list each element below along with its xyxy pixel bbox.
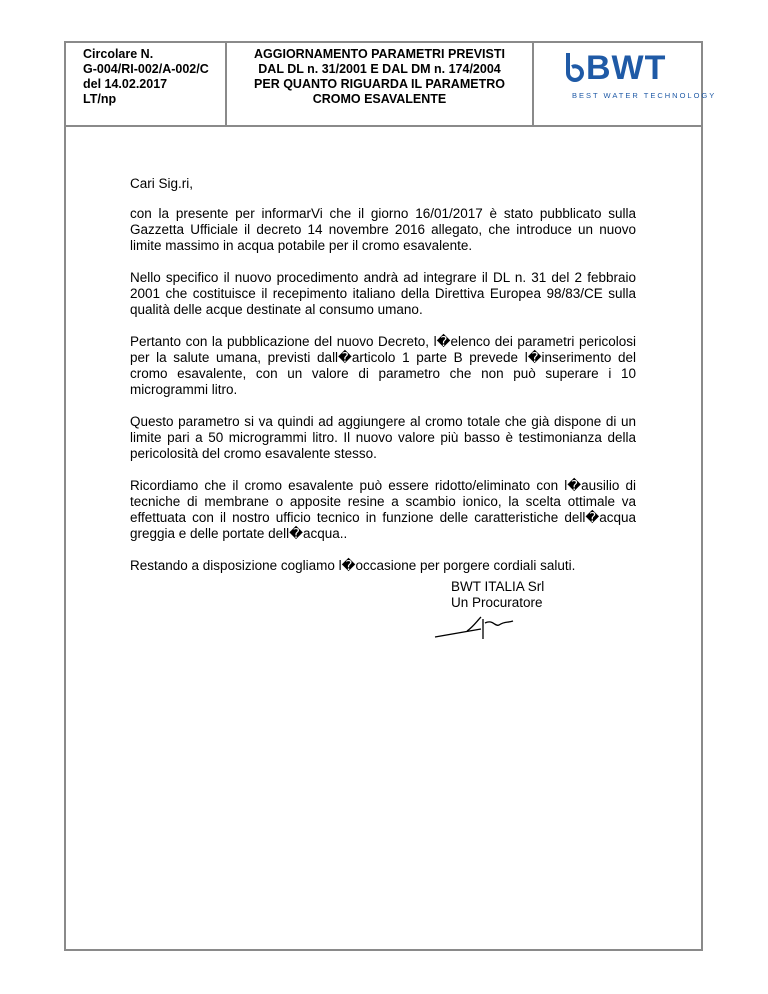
paragraph: Restando a disposizione cogliamo l�occasione per porgere cordiali saluti. [130,558,576,573]
letter-body [130,176,636,590]
ref-line: LT/np [83,92,117,106]
paragraph: Ricordiamo che il cromo esavalente può essere ridotto/eliminato con l�ausilio di tecniche di membrane o apposite resine a scambio ionico, la scelta ottimale va effettuata con il nostro ufficio tecnico in funzione delle caratteristiche dell�acqua greggia e delle portate dell�acqua.. [130,478,636,541]
letter-header [66,43,717,127]
circular-title [227,43,534,125]
paragraph: Nello specifico il nuovo procedimento andrà ad integrare il DL n. 31 del 2 febbraio 2001 che costituisce il recepimento italiano della Direttiva Europea 98/83/CE sulla qualità delle acque destinate al consumo umano. [130,270,636,317]
water-drop-icon [564,51,586,85]
signature-company: BWT ITALIA Srl [451,579,545,594]
circular-reference [66,43,227,125]
paragraph: con la presente per informarVi che il giorno 16/01/2017 è stato pubblicato sulla Gazzetta Ufficiale il decreto 14 novembre 2016 allegato, che introduce un nuovo limite massimo in acqua potabile per il cromo esavalente. [130,206,636,253]
ref-line: del 14.02.2017 [83,77,168,91]
logo-tagline: BEST WATER TECHNOLOGY [572,91,717,100]
handwritten-signature-icon [433,607,543,641]
greeting: Cari Sig.ri, [130,176,194,191]
paragraph: Questo parametro si va quindi ad aggiungere al cromo totale che già dispone di un limite pari a 50 microgrammi litro. Il nuovo valore più basso è testimonianza della pericolosità del cromo esavalente stesso. [130,414,636,461]
signature-block [451,579,544,611]
bwt-logo [534,43,717,125]
paragraph: Pertanto con la pubblicazione del nuovo Decreto, l�elenco dei parametri pericolosi per la salute umana, previsti dall�articolo 1 parte B prevede l�inserimento del cromo esavalente, con un valore di parametro che non può superare i 10 microgrammi litro. [130,334,636,397]
title-line: DAL DL n. 31/2001 E DAL DM n. 174/2004 [258,62,501,76]
title-line: PER QUANTO RIGUARDA IL PARAMETRO [254,77,505,91]
ref-line: G-004/RI-002/A-002/C [83,62,209,76]
ref-line: Circolare N. [83,47,154,61]
logo-brand: BWT [586,49,667,87]
letter-frame [64,41,717,951]
signature-role: Un Procuratore [451,595,543,610]
title-line: AGGIORNAMENTO PARAMETRI PREVISTI [254,47,505,61]
title-line: CROMO ESAVALENTE [312,92,447,106]
